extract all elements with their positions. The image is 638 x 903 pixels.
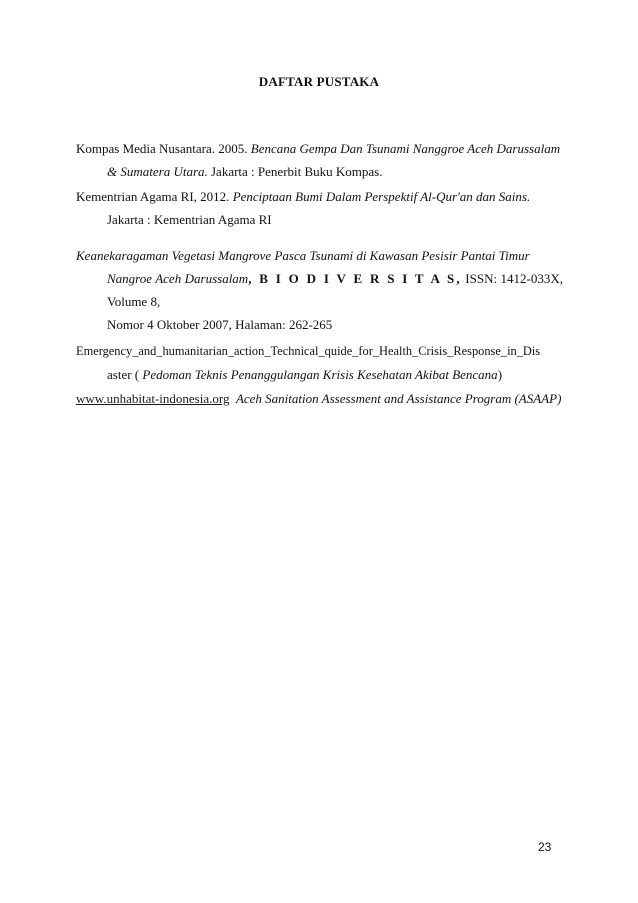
ref-1-title: Bencana Gempa Dan Tsunami Nanggroe Aceh Darussalam [250, 141, 561, 156]
ref-3-title-cont: Nangroe Aceh Darussalam [107, 271, 249, 286]
ref-4-close: ) [497, 367, 503, 382]
ref-1-title-cont: & Sumatera Utara. [107, 164, 208, 179]
ref-2-line-2: Jakarta : Kementrian Agama RI [107, 212, 272, 227]
reference-mangrove [76, 244, 563, 336]
ref-4-line-1: Emergency_and_humanitarian_action_Technical_quide_for_Health_Crisis_Response_in_Dis [76, 344, 541, 358]
ref-3-line-2 [76, 267, 563, 313]
reference-kompas [76, 137, 563, 183]
ref-2-title: Penciptaan Bumi Dalam Perspektif Al-Qur'an dan Sains. [232, 189, 531, 204]
page-number: 23 [538, 840, 552, 854]
unhabitat-link[interactable]: www.unhabitat-indonesia.org [76, 391, 230, 406]
reference-emergency [76, 340, 576, 386]
ref-2-line-1 [76, 185, 563, 208]
ref-1-publisher: Jakarta : Penerbit Buku Kompas. [207, 164, 383, 179]
ref-3-journal: , B I O D I V E R S I T A S, [248, 271, 462, 286]
ref-4-aster: aster ( [107, 367, 143, 382]
ref-1-line-1 [76, 137, 563, 160]
reference-unhabitat [76, 387, 563, 410]
ref-4-title: Pedoman Teknis Penanggulangan Krisis Kesehatan Akibat Bencana [142, 367, 498, 382]
ref-3-issn: ISSN: 1412-033X, Volume 8, [107, 271, 563, 309]
ref-2-author: Kementrian Agama RI, 2012. [76, 189, 233, 204]
ref-5-title: Aceh Sanitation Assessment and Assistance Program (ASAAP) [235, 391, 562, 406]
reference-kementrian [76, 185, 563, 231]
ref-1-author: Kompas Media Nusantara. 2005. [76, 141, 251, 156]
page-title: DAFTAR PUSTAKA [258, 74, 380, 89]
ref-1-line-2 [76, 160, 563, 183]
ref-3-line-3: Nomor 4 Oktober 2007, Halaman: 262-265 [107, 317, 333, 332]
ref-3-line-1: Keanekaragaman Vegetasi Mangrove Pasca Tsunami di Kawasan Pesisir Pantai Timur [76, 248, 530, 263]
ref-4-line-2 [76, 363, 576, 386]
